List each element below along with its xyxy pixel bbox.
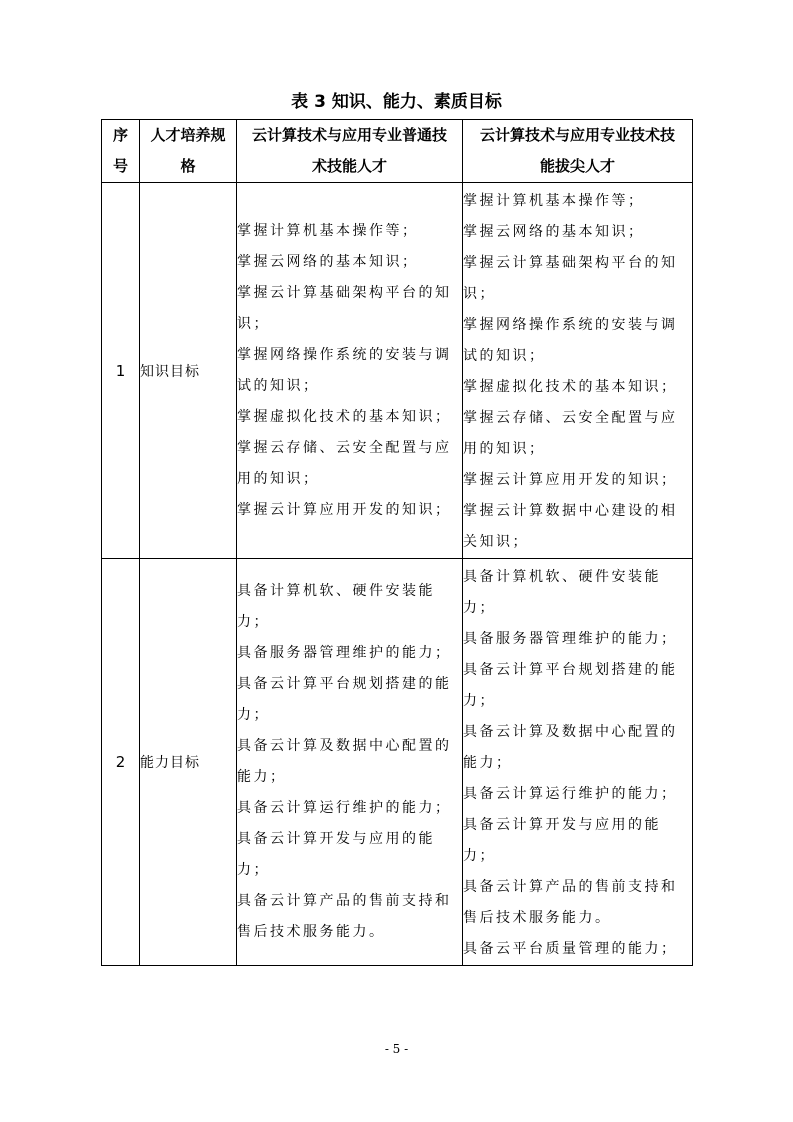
- header-seq-line-1: 序: [112, 126, 128, 144]
- header-spec: [140, 120, 237, 183]
- list-item: 掌握云计算数据中心建设的相: [463, 503, 678, 519]
- list-item: 掌握云计算应用开发的知识；: [237, 501, 452, 518]
- header-top-line-2: 能拔尖人才: [539, 157, 615, 175]
- list-item: 售后技术服务能力。: [237, 924, 386, 940]
- list-item: 具备云计算及数据中心配置的: [463, 724, 678, 740]
- list-item: 掌握云网络的基本知识；: [463, 224, 645, 240]
- list-item: 识；: [463, 286, 496, 302]
- list-item: 具备服务器管理维护的能力；: [237, 645, 452, 661]
- header-top-line-1: 云计算技术与应用专业技术技: [479, 126, 675, 144]
- list-item: 掌握计算机基本操作等；: [237, 222, 419, 239]
- list-item: 试的知识；: [237, 377, 320, 394]
- list-item: 具备云计算运行维护的能力；: [463, 786, 678, 802]
- list-item: 具备服务器管理维护的能力；: [463, 631, 678, 647]
- table-title: 表 3 知识、能力、素质目标: [291, 92, 502, 112]
- page-number: - 5 -: [384, 1042, 409, 1056]
- list-item: 掌握云计算基础架构平台的知: [237, 284, 452, 301]
- table-row: [102, 183, 693, 559]
- list-item: 试的知识；: [463, 348, 546, 364]
- list-item: 具备云计算开发与应用的能: [463, 817, 661, 833]
- row-seq: 2: [102, 559, 140, 966]
- list-item: 具备云计算运行维护的能力；: [237, 800, 452, 816]
- general-talent-list: [237, 216, 462, 526]
- top-talent-cell: [463, 559, 693, 966]
- list-item: 掌握计算机基本操作等；: [463, 193, 645, 209]
- list-item: 掌握虚拟化技术的基本知识；: [237, 408, 452, 425]
- list-item: 具备云计算及数据中心配置的: [237, 738, 452, 754]
- top-talent-list: [463, 562, 692, 965]
- header-general: [237, 120, 463, 183]
- list-item: 掌握云存储、云安全配置与应: [463, 410, 678, 426]
- list-item: 掌握虚拟化技术的基本知识；: [463, 379, 678, 395]
- list-item: 力；: [463, 693, 496, 709]
- general-talent-cell: [237, 559, 463, 966]
- list-item: 关知识；: [463, 534, 529, 550]
- list-item: 掌握云网络的基本知识；: [237, 253, 419, 270]
- row-category: 知识目标: [140, 183, 237, 559]
- header-general-line-2: 术技能人才: [311, 157, 387, 175]
- list-item: 用的知识；: [237, 470, 320, 487]
- list-item: 掌握网络操作系统的安装与调: [463, 317, 678, 333]
- list-item: 具备云计算平台规划搭建的能: [463, 662, 678, 678]
- general-talent-cell: [237, 183, 463, 559]
- goals-table: [101, 119, 693, 966]
- header-top: [463, 120, 693, 183]
- header-general-line-1: 云计算技术与应用专业普通技: [251, 126, 447, 144]
- header-spec-line-2: 格: [180, 157, 196, 175]
- list-item: 能力；: [463, 755, 513, 771]
- row-seq: 1: [102, 183, 140, 559]
- general-talent-list: [237, 576, 462, 948]
- list-item: 力；: [463, 848, 496, 864]
- list-item: 识；: [237, 315, 270, 332]
- list-item: 具备计算机软、硬件安装能力；: [237, 583, 435, 630]
- list-item: 售后技术服务能力。: [463, 910, 612, 926]
- list-item: 具备云计算开发与应用的能: [237, 831, 435, 847]
- list-item: 力；: [237, 862, 270, 878]
- row-category: 能力目标: [140, 559, 237, 966]
- list-item: 能力；: [237, 769, 287, 785]
- top-talent-list: [463, 186, 692, 558]
- list-item: 掌握云计算应用开发的知识；: [463, 472, 678, 488]
- list-item: 具备云计算平台规划搭建的能: [237, 676, 452, 692]
- list-item: 具备云计算产品的售前支持和: [237, 893, 452, 909]
- list-item: 具备云计算产品的售前支持和: [463, 879, 678, 895]
- table-header-row: [102, 120, 693, 183]
- list-item: 掌握网络操作系统的安装与调: [237, 346, 452, 363]
- header-seq: [102, 120, 140, 183]
- table-row: [102, 559, 693, 966]
- list-item: 用的知识；: [463, 441, 546, 457]
- list-item: 力；: [237, 707, 270, 723]
- list-item: 掌握云计算基础架构平台的知: [463, 255, 678, 271]
- list-item: 具备计算机软、硬件安装能力；: [463, 569, 661, 616]
- header-spec-line-1: 人才培养规: [150, 126, 226, 144]
- list-item: 具备云平台质量管理的能力；: [463, 941, 678, 957]
- top-talent-cell: [463, 183, 693, 559]
- header-seq-line-2: 号: [112, 157, 128, 175]
- list-item: 掌握云存储、云安全配置与应: [237, 439, 452, 456]
